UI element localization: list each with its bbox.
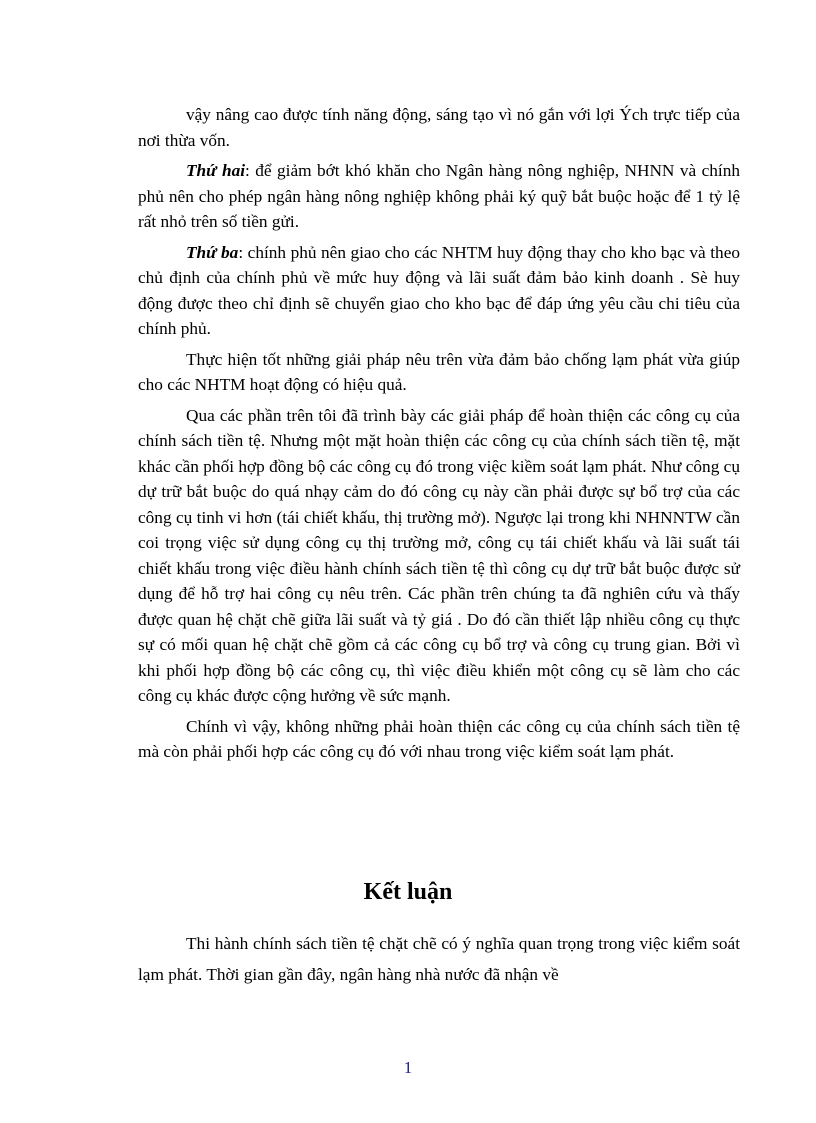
- conclusion-paragraph: Thi hành chính sách tiền tệ chặt chẽ có ý nghĩa quan trọng trong việc kiểm soát lạm phát. Thời gian gần đây, ngân hàng nhà nước đã nhận về: [138, 934, 740, 984]
- paragraph-text: Qua các phần trên tôi đã trình bày các giải pháp để hoàn thiện các công cụ của chính sách tiền tệ. Nhưng một mặt hoàn thiện các công cụ của chính sách tiền tệ, mặt khác cần phối hợp đồng bộ các công cụ đó trong việc kiềm soát lạm phát. Như công cụ dự trữ bắt buộc do quá nhạy cảm do đó công cụ này cần phải được sự bổ trợ của các công cụ tinh vi hơn (tái chiết khấu, thị trường mở). Ngược lại trong khi NHNNTW cần coi trọng việc sử dụng công cụ thị trường mở, công cụ tái chiết khấu và lãi suất tái chiết khấu trong việc điều hành chính sách tiền tệ thì công cụ dự trữ bắt buộc được sử dụng để hỗ trợ hai công cụ nêu trên. Các phần trên chúng ta đã nghiên cứu và thấy được quan hệ chặt chẽ giữa lãi suất và tỷ giá . Do đó cần thiết lập nhiều công cụ thực sự có mối quan hệ chặt chẽ gồm cả các công cụ bổ trợ và công cụ trung gian. Bởi vì khi phối hợp đồng bộ các công cụ, thì việc điều khiển một công cụ sẽ làm cho các công cụ khác được cộng hưởng về sức mạnh.: [138, 405, 740, 705]
- section-heading: Kết luận: [363, 879, 453, 905]
- paragraph-thu-hai: [138, 158, 740, 235]
- document-body: [138, 102, 740, 765]
- paragraph-text: : để giảm bớt khó khăn cho Ngân hàng nông nghiệp, NHNN và chính phủ nên cho phép ngân hàng nông nghiệp không phải ký quỹ bắt buộc hoặc để 1 tỷ lệ rất nhỏ trên số tiền gửi.: [138, 161, 740, 231]
- paragraph-lead: Thứ hai: [186, 161, 246, 180]
- paragraph-tools: [138, 403, 740, 709]
- paragraph-summary: [138, 347, 740, 398]
- paragraph-continuation: [138, 102, 740, 153]
- paragraph-text: : chính phủ nên giao cho các NHTM huy động thay cho kho bạc và theo chủ định của chính phủ về mức huy động và lãi suất đảm bảo kinh doanh . Sè huy động được theo chỉ định sẽ chuyển giao cho kho bạc để đáp ứng yêu cầu chi tiêu của chính phủ.: [138, 242, 740, 338]
- paragraph-text: vậy nâng cao được tính năng động, sáng tạo vì nó gắn với lợi Ých trực tiếp của nơi thừa vốn.: [138, 105, 740, 150]
- paragraph-text: Chính vì vậy, không những phải hoàn thiện các công cụ của chính sách tiền tệ mà còn phải phối hợp các công cụ đó với nhau trong việc kiểm soát lạm phát.: [138, 716, 740, 761]
- paragraph-lead: Thứ ba: [186, 242, 239, 262]
- paragraph-text: Thực hiện tốt những giải pháp nêu trên vừa đảm bảo chống lạm phát vừa giúp cho các NHTM hoạt động có hiệu quả.: [138, 349, 740, 394]
- paragraph-closing: [138, 714, 740, 765]
- page-number: 1: [403, 1058, 413, 1077]
- paragraph-thu-ba: [138, 240, 740, 342]
